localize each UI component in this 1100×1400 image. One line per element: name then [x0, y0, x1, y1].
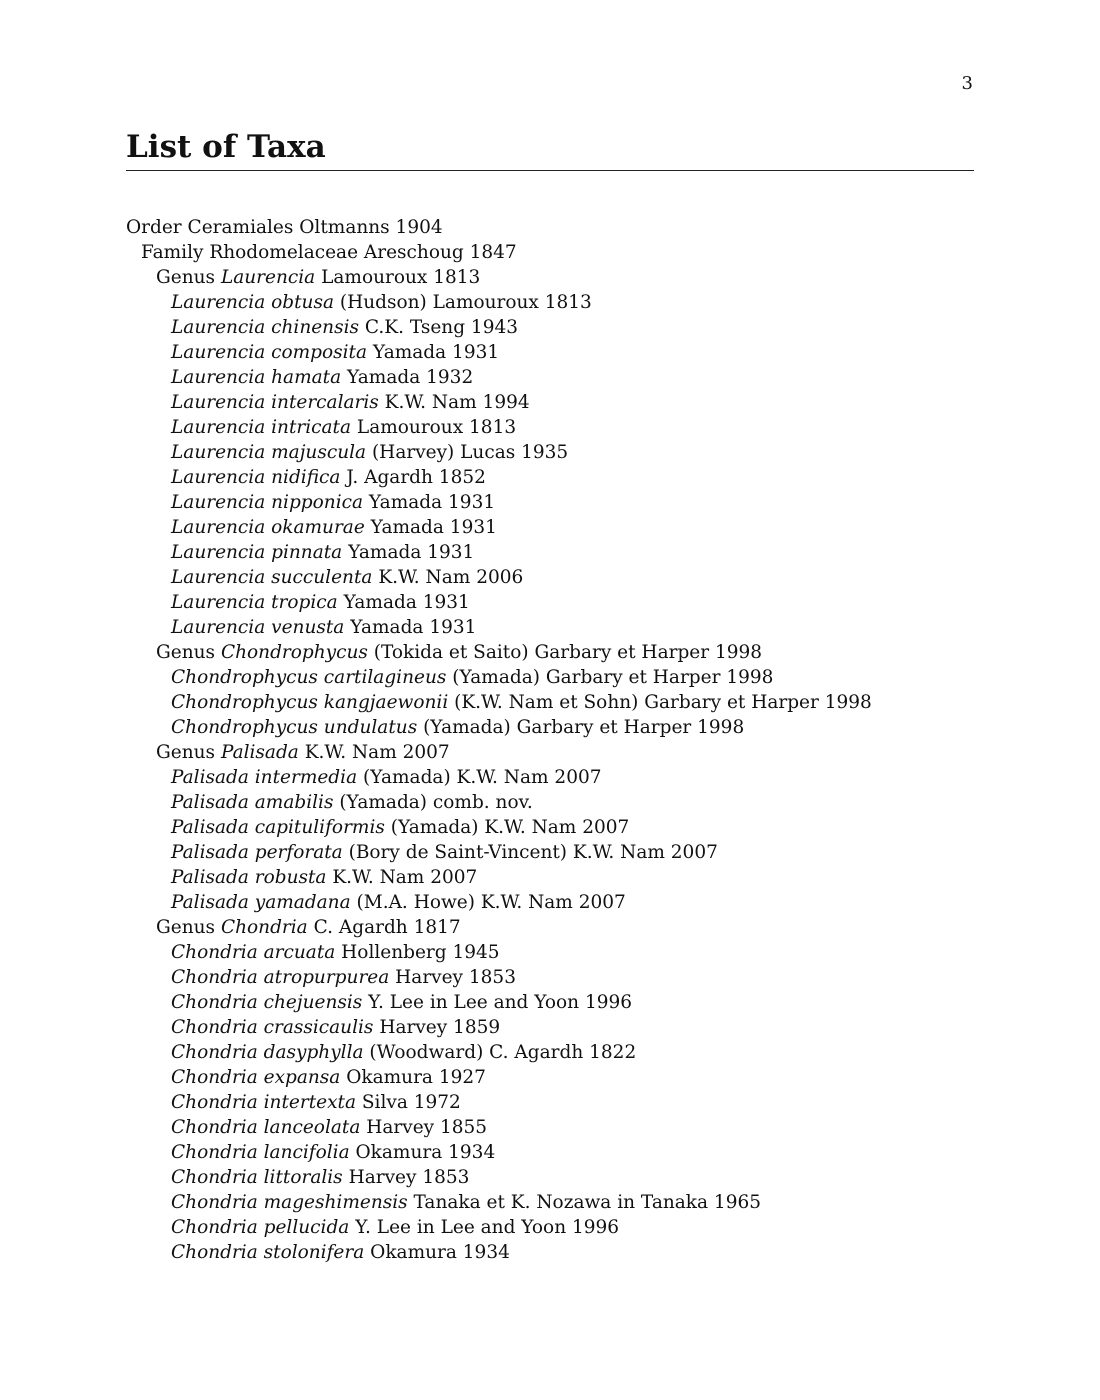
species-entry	[126, 340, 1006, 365]
species-entry	[126, 540, 1006, 565]
taxon-authority: K.W. Nam 2007	[332, 867, 478, 888]
taxon-name: Ceramiales	[187, 217, 294, 238]
taxon-authority: Areschoug 1847	[363, 242, 517, 263]
species-name: Palisada robusta	[171, 867, 327, 888]
taxon-authority: (Tokida et Saito) Garbary et Harper 1998	[373, 642, 763, 663]
species-name: Chondria pellucida	[171, 1217, 350, 1238]
taxon-authority: (Harvey) Lucas 1935	[371, 442, 569, 463]
page-number: 3	[961, 73, 973, 94]
taxon-authority: (K.W. Nam et Sohn) Garbary et Harper 1998	[454, 692, 872, 713]
taxon-authority: (Woodward) C. Agardh 1822	[369, 1042, 637, 1063]
species-name: Chondria mageshimensis	[171, 1192, 408, 1213]
taxon-authority: Okamura 1934	[355, 1142, 496, 1163]
taxon-authority: Harvey 1853	[395, 967, 516, 988]
species-entry	[126, 865, 1006, 890]
taxa-list	[126, 215, 1006, 1265]
species-entry	[126, 565, 1006, 590]
species-entry	[126, 1040, 1006, 1065]
species-entry	[126, 1190, 1006, 1215]
species-entry	[126, 715, 1006, 740]
genus-name: Palisada	[220, 742, 299, 763]
genus-name: Chondrophycus	[220, 642, 368, 663]
species-name: Chondria stolonifera	[171, 1242, 365, 1263]
taxon-authority: (Hudson) Lamouroux 1813	[339, 292, 592, 313]
species-name: Laurencia intricata	[171, 417, 352, 438]
taxon-authority: Yamada 1931	[348, 542, 475, 563]
species-name: Laurencia majuscula	[171, 442, 367, 463]
species-entry	[126, 290, 1006, 315]
species-name: Laurencia obtusa	[171, 292, 334, 313]
taxon-rank: Genus	[156, 917, 216, 938]
species-entry	[126, 440, 1006, 465]
species-name: Laurencia venusta	[171, 617, 345, 638]
taxon-authority: K.W. Nam 1994	[384, 392, 530, 413]
genus-name: Chondria	[220, 917, 308, 938]
species-entry	[126, 1215, 1006, 1240]
species-entry	[126, 665, 1006, 690]
species-entry	[126, 465, 1006, 490]
species-name: Chondria chejuensis	[171, 992, 363, 1013]
species-name: Chondrophycus undulatus	[171, 717, 418, 738]
species-name: Palisada amabilis	[171, 792, 334, 813]
species-entry	[126, 840, 1006, 865]
species-entry	[126, 990, 1006, 1015]
species-name: Laurencia chinensis	[171, 317, 359, 338]
taxon-authority: (Yamada) Garbary et Harper 1998	[423, 717, 745, 738]
taxon-authority: (M.A. Howe) K.W. Nam 2007	[356, 892, 626, 913]
taxon-authority: Oltmanns 1904	[299, 217, 443, 238]
genus-name: Laurencia	[220, 267, 316, 288]
species-entry	[126, 1015, 1006, 1040]
species-name: Chondria crassicaulis	[171, 1017, 374, 1038]
taxon-authority: Yamada 1931	[372, 342, 500, 363]
taxon-authority: (Yamada) K.W. Nam 2007	[390, 817, 630, 838]
taxon-authority: Yamada 1931	[368, 492, 496, 513]
taxon-authority: K.W. Nam 2006	[378, 567, 524, 588]
species-entry	[126, 1115, 1006, 1140]
genus-entry	[126, 915, 1006, 940]
genus-entry	[126, 740, 1006, 765]
taxon-authority: J. Agardh 1852	[346, 467, 486, 488]
taxon-authority: C. Agardh 1817	[313, 917, 461, 938]
taxon-authority: (Yamada) Garbary et Harper 1998	[452, 667, 774, 688]
species-name: Chondria lanceolata	[171, 1117, 361, 1138]
taxon-authority: Tanaka et K. Nozawa in Tanaka 1965	[413, 1192, 762, 1213]
species-name: Laurencia nidifica	[171, 467, 341, 488]
species-entry	[126, 515, 1006, 540]
species-entry	[126, 965, 1006, 990]
species-name: Chondria dasyphylla	[171, 1042, 364, 1063]
species-name: Laurencia intercalaris	[171, 392, 379, 413]
taxon-authority: Okamura 1934	[370, 1242, 510, 1263]
genus-entry	[126, 265, 1006, 290]
taxon-authority: Lamouroux 1813	[356, 417, 517, 438]
taxon-authority: C.K. Tseng 1943	[364, 317, 519, 338]
species-entry	[126, 390, 1006, 415]
species-entry	[126, 315, 1006, 340]
order-entry	[126, 215, 1006, 240]
page-title: List of Taxa	[126, 128, 974, 171]
species-entry	[126, 1065, 1006, 1090]
species-name: Chondria arcuata	[171, 942, 336, 963]
species-name: Chondria intertexta	[171, 1092, 356, 1113]
species-entry	[126, 765, 1006, 790]
taxon-authority: Yamada 1931	[370, 517, 497, 538]
species-name: Palisada capituliformis	[171, 817, 385, 838]
genus-entry	[126, 640, 1006, 665]
family-entry	[126, 240, 1006, 265]
species-name: Chondria littoralis	[171, 1167, 343, 1188]
taxon-authority: Harvey 1859	[379, 1017, 501, 1038]
species-name: Chondrophycus kangjaewonii	[171, 692, 449, 713]
taxon-authority: Hollenberg 1945	[341, 942, 500, 963]
species-entry	[126, 1165, 1006, 1190]
species-name: Laurencia pinnata	[171, 542, 343, 563]
species-entry	[126, 1240, 1006, 1265]
taxon-rank: Family	[141, 242, 204, 263]
taxon-rank: Genus	[156, 742, 216, 763]
species-name: Chondria expansa	[171, 1067, 341, 1088]
species-entry	[126, 365, 1006, 390]
species-entry	[126, 690, 1006, 715]
taxon-authority: Silva 1972	[361, 1092, 461, 1113]
species-entry	[126, 940, 1006, 965]
species-name: Laurencia tropica	[171, 592, 338, 613]
taxon-authority: Harvey 1855	[366, 1117, 488, 1138]
species-name: Laurencia hamata	[171, 367, 342, 388]
taxon-authority: Yamada 1932	[347, 367, 474, 388]
species-entry	[126, 1090, 1006, 1115]
species-name: Palisada yamadana	[171, 892, 351, 913]
taxon-authority: Y. Lee in Lee and Yoon 1996	[368, 992, 633, 1013]
taxon-authority: K.W. Nam 2007	[304, 742, 450, 763]
taxon-authority: Y. Lee in Lee and Yoon 1996	[355, 1217, 620, 1238]
species-entry	[126, 890, 1006, 915]
taxon-rank: Order	[126, 217, 182, 238]
species-entry	[126, 790, 1006, 815]
taxon-name: Rhodomelaceae	[209, 242, 359, 263]
species-entry	[126, 490, 1006, 515]
taxon-authority: Okamura 1927	[346, 1067, 486, 1088]
species-name: Chondria lancifolia	[171, 1142, 350, 1163]
species-name: Laurencia composita	[171, 342, 368, 363]
species-name: Palisada intermedia	[171, 767, 358, 788]
species-name: Chondrophycus cartilagineus	[171, 667, 447, 688]
species-entry	[126, 415, 1006, 440]
taxon-rank: Genus	[156, 642, 216, 663]
taxon-authority: Yamada 1931	[343, 592, 470, 613]
species-entry	[126, 590, 1006, 615]
species-entry	[126, 615, 1006, 640]
species-entry	[126, 1140, 1006, 1165]
taxon-authority: Harvey 1853	[348, 1167, 470, 1188]
species-name: Palisada perforata	[171, 842, 343, 863]
species-name: Laurencia succulenta	[171, 567, 373, 588]
species-name: Laurencia okamurae	[171, 517, 365, 538]
taxon-authority: (Yamada) K.W. Nam 2007	[362, 767, 602, 788]
taxon-authority: (Yamada) comb. nov.	[339, 792, 533, 813]
species-name: Laurencia nipponica	[171, 492, 364, 513]
taxon-authority: (Bory de Saint-Vincent) K.W. Nam 2007	[348, 842, 718, 863]
taxon-rank: Genus	[156, 267, 216, 288]
species-entry	[126, 815, 1006, 840]
taxon-authority: Lamouroux 1813	[321, 267, 481, 288]
taxon-authority: Yamada 1931	[350, 617, 477, 638]
species-name: Chondria atropurpurea	[171, 967, 390, 988]
